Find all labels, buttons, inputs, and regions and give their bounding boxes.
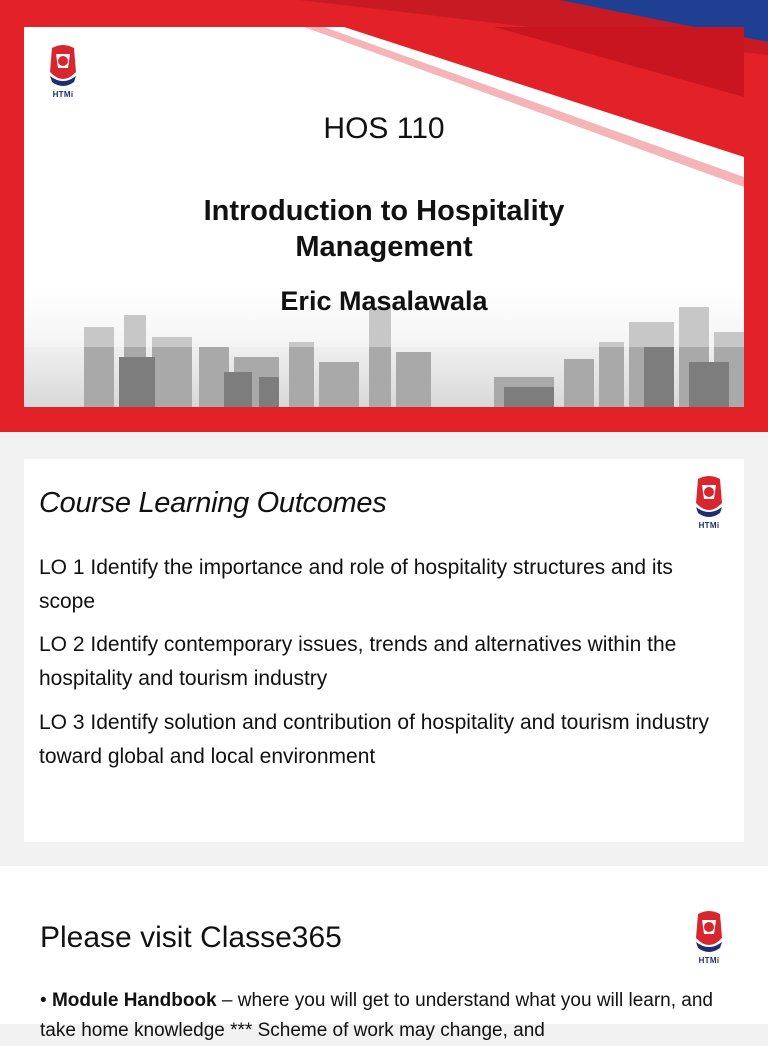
crest-icon (690, 908, 728, 958)
course-title: Introduction to Hospitality Management (203, 195, 565, 263)
logo-text: HTMi (698, 956, 720, 965)
learning-outcome-2: LO 2 Identify contemporary issues, trends and alternatives within the hospitality and tourism industry (39, 633, 677, 690)
htmi-logo (44, 42, 82, 104)
bullet-marker: • (40, 990, 47, 1011)
crest-icon (44, 42, 82, 92)
bullet-bold-text: Module Handbook (51, 990, 217, 1011)
slide-heading: Course Learning Outcomes (39, 487, 387, 519)
learning-outcome-1: LO 1 Identify the importance and role of hospitality structures and its scope (39, 556, 673, 613)
please-visit-slide (0, 866, 768, 1041)
lecturer-name: Eric Masalawala (280, 286, 488, 316)
htmi-logo (690, 908, 728, 970)
bullet-text: – where you will get to understand what you will learn, and take home knowledge *** Scheme of work may change, and (40, 990, 713, 1041)
learning-outcome-3: LO 3 Identify solution and contribution of hospitality and tourism industry toward global and local environment (39, 711, 710, 768)
logo-text: HTMi (698, 521, 720, 530)
slide-heading: Please visit Classe365 (40, 921, 342, 954)
htmi-logo (690, 473, 728, 535)
crest-icon (690, 473, 728, 523)
title-slide (0, 0, 768, 432)
learning-outcomes-slide (24, 459, 744, 842)
bullet-item (40, 986, 740, 1046)
course-code: HOS 110 (323, 112, 445, 145)
logo-text: HTMi (52, 90, 74, 99)
